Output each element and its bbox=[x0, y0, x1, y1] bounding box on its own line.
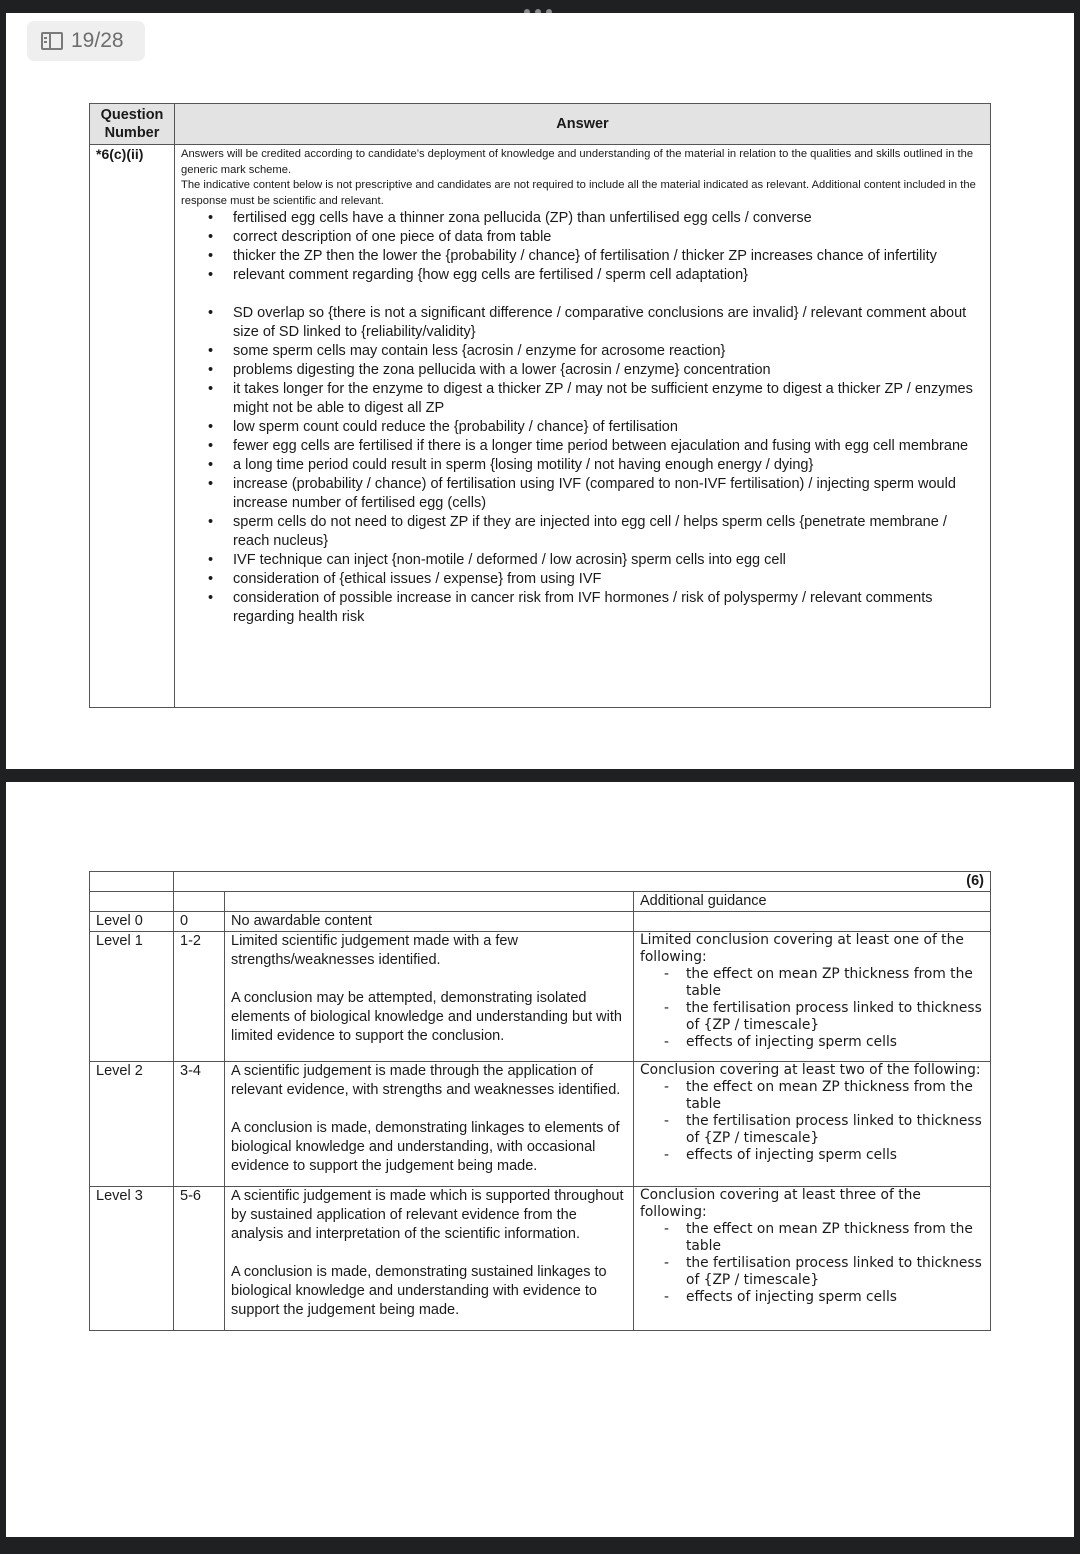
guidance-item: - effects of injecting sperm cells bbox=[686, 1034, 984, 1051]
page-indicator[interactable] bbox=[27, 21, 145, 61]
level-label: Level 2 bbox=[90, 1062, 174, 1187]
indicative-points-group bbox=[181, 304, 984, 342]
level-marks: 5-6 bbox=[174, 1187, 225, 1331]
levels-table bbox=[89, 871, 991, 1331]
level-marks: 1-2 bbox=[174, 932, 225, 1062]
level-row-3 bbox=[90, 1187, 991, 1331]
indicative-points-group bbox=[181, 437, 984, 475]
intro-paragraph: Answers will be credited according to candidate’s deployment of knowledge and understanding of the material in relation to the qualities and skills outlined in the generic mark scheme. bbox=[181, 148, 974, 176]
level-descriptor: No awardable content bbox=[225, 912, 634, 932]
total-marks: (6) bbox=[174, 872, 991, 892]
indicative-point: • problems digesting the zona pellucida with a lower {acrosin / enzyme} concentration bbox=[227, 361, 984, 380]
empty-cell bbox=[174, 892, 225, 912]
guidance-item: - the effect on mean ZP thickness from the table bbox=[686, 966, 984, 1000]
indicative-point: • SD overlap so {there is not a significant difference / comparative conclusions are invalid} / relevant comment about size of SD linked to {reliability/validity} bbox=[227, 304, 984, 342]
guidance-item: - the fertilisation process linked to thickness of {ZP / timescale} bbox=[686, 1113, 984, 1147]
mark-scheme-header-row bbox=[90, 104, 991, 145]
descriptor-paragraph: A scientific judgement is made which is supported throughout by sustained application of relevant evidence from the analysis and interpretation of the scientific information. bbox=[231, 1188, 624, 1242]
indicative-points-group bbox=[181, 342, 984, 437]
guidance-list bbox=[640, 1221, 984, 1306]
level-label: Level 0 bbox=[90, 912, 174, 932]
levels-header-row bbox=[90, 892, 991, 912]
indicative-point: • consideration of {ethical issues / expense} from using IVF bbox=[227, 570, 984, 589]
document-page-2 bbox=[6, 782, 1074, 1537]
page-view-icon bbox=[41, 32, 63, 50]
question-number: *6(c)(ii) bbox=[90, 145, 175, 708]
indicative-points-group bbox=[181, 209, 984, 285]
guidance-intro: Conclusion covering at least two of the following: bbox=[640, 1062, 981, 1078]
level-guidance bbox=[634, 1187, 991, 1331]
level-descriptor bbox=[225, 932, 634, 1062]
indicative-point: • low sperm count could reduce the {probability / chance} of fertilisation bbox=[227, 418, 984, 437]
descriptor-paragraph: A conclusion is made, demonstrating sustained linkages to biological knowledge and understanding with evidence to support the judgement being made. bbox=[231, 1264, 607, 1318]
level-guidance bbox=[634, 912, 991, 932]
answer-intro bbox=[181, 147, 984, 209]
guidance-item: - the effect on mean ZP thickness from the table bbox=[686, 1221, 984, 1255]
level-row-0 bbox=[90, 912, 991, 932]
level-label: Level 1 bbox=[90, 932, 174, 1062]
level-label: Level 3 bbox=[90, 1187, 174, 1331]
level-row-1 bbox=[90, 932, 991, 1062]
empty-cell bbox=[90, 872, 174, 892]
mark-scheme-table bbox=[89, 103, 991, 708]
indicative-point: • fertilised egg cells have a thinner zona pellucida (ZP) than unfertilised egg cells / converse bbox=[227, 209, 984, 228]
level-marks: 3-4 bbox=[174, 1062, 225, 1187]
descriptor-paragraph: Limited scientific judgement made with a few strengths/weaknesses identified. bbox=[231, 933, 518, 968]
question-number-header: Question Number bbox=[90, 104, 175, 145]
guidance-item: - the fertilisation process linked to thickness of {ZP / timescale} bbox=[686, 1255, 984, 1289]
descriptor-paragraph: A scientific judgement is made through the application of relevant evidence, with strengths and weaknesses identified. bbox=[231, 1063, 621, 1098]
guidance-list bbox=[640, 1079, 984, 1164]
document-page-1 bbox=[6, 13, 1074, 769]
indicative-points-group bbox=[181, 570, 984, 627]
guidance-item: - the effect on mean ZP thickness from the table bbox=[686, 1079, 984, 1113]
guidance-intro: Limited conclusion covering at least one of the following: bbox=[640, 932, 964, 965]
level-descriptor bbox=[225, 1062, 634, 1187]
indicative-point: • it takes longer for the enzyme to digest a thicker ZP / may not be sufficient enzyme to digest a thicker ZP / enzymes might not be able to digest all ZP bbox=[227, 380, 984, 418]
indicative-point: • some sperm cells may contain less {acrosin / enzyme for acrosome reaction} bbox=[227, 342, 984, 361]
guidance-item: - effects of injecting sperm cells bbox=[686, 1289, 984, 1306]
level-guidance bbox=[634, 1062, 991, 1187]
descriptor-paragraph: A conclusion may be attempted, demonstrating isolated elements of biological knowledge and understanding but with limited evidence to support the conclusion. bbox=[231, 990, 622, 1044]
level-descriptor bbox=[225, 1187, 634, 1331]
indicative-point: • a long time period could result in sperm {losing motility / not having enough energy / dying} bbox=[227, 456, 984, 475]
additional-guidance-header: Additional guidance bbox=[634, 892, 991, 912]
indicative-point: • IVF technique can inject {non-motile / deformed / low acrosin} sperm cells into egg cell bbox=[227, 551, 984, 570]
empty-cell bbox=[225, 892, 634, 912]
answer-header: Answer bbox=[175, 104, 991, 145]
page-indicator-label: 19/28 bbox=[71, 29, 124, 52]
indicative-point: • thicker the ZP then the lower the {probability / chance} of fertilisation / thicker ZP increases chance of infertility bbox=[227, 247, 984, 266]
guidance-intro: Conclusion covering at least three of the following: bbox=[640, 1187, 921, 1220]
indicative-point: • consideration of possible increase in cancer risk from IVF hormones / risk of polyspermy / relevant comments regarding health risk bbox=[227, 589, 984, 627]
guidance-item: - the fertilisation process linked to thickness of {ZP / timescale} bbox=[686, 1000, 984, 1034]
indicative-points-group bbox=[181, 475, 984, 513]
indicative-point: • sperm cells do not need to digest ZP if they are injected into egg cell / helps sperm cells {penetrate membrane / reach nucleus} bbox=[227, 513, 984, 551]
level-guidance bbox=[634, 932, 991, 1062]
indicative-points-group bbox=[181, 513, 984, 570]
guidance-item: - effects of injecting sperm cells bbox=[686, 1147, 984, 1164]
indicative-point: • correct description of one piece of data from table bbox=[227, 228, 984, 247]
indicative-point: • fewer egg cells are fertilised if there is a longer time period between ejaculation and fusing with egg cell membrane bbox=[227, 437, 984, 456]
answer-cell bbox=[175, 145, 991, 708]
level-marks: 0 bbox=[174, 912, 225, 932]
indicative-point: • relevant comment regarding {how egg cells are fertilised / sperm cell adaptation} bbox=[227, 266, 984, 285]
level-row-2 bbox=[90, 1062, 991, 1187]
indicative-point: • increase (probability / chance) of fertilisation using IVF (compared to non-IVF fertilisation) / injecting sperm would increase number of fertilised egg (cells) bbox=[227, 475, 984, 513]
marks-row bbox=[90, 872, 991, 892]
intro-paragraph: The indicative content below is not prescriptive and candidates are not required to include all the material indicated as relevant. Additional content included in the response must be scientific and relevant. bbox=[181, 179, 976, 207]
guidance-list bbox=[640, 966, 984, 1051]
empty-cell bbox=[90, 892, 174, 912]
descriptor-paragraph: A conclusion is made, demonstrating linkages to elements of biological knowledge and understanding, with occasional evidence to support the judgement being made. bbox=[231, 1120, 620, 1174]
mark-scheme-answer-row bbox=[90, 145, 991, 708]
